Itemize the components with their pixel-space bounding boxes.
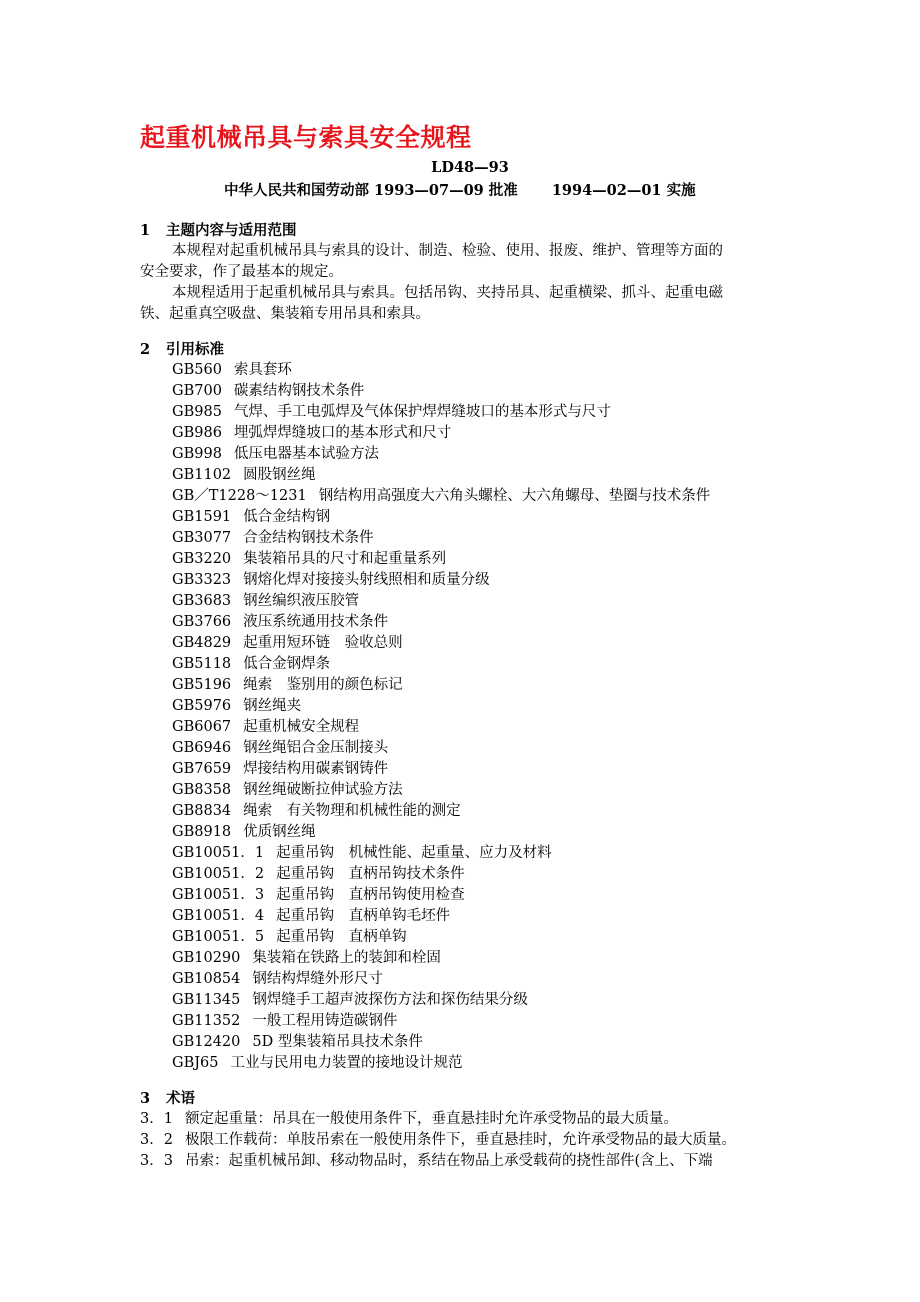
reference-item	[140, 1011, 800, 1032]
document-number	[0, 159, 920, 176]
reference-item	[140, 948, 800, 969]
section-heading	[140, 1088, 800, 1109]
reference-item	[140, 381, 800, 402]
reference-code: GB10051．1	[172, 845, 265, 861]
section-heading	[140, 220, 800, 241]
reference-item	[140, 486, 800, 507]
paragraph-line: 铁、起重真空吸盘、集装箱专用吊具和索具。	[140, 306, 430, 322]
reference-code: GB10051．5	[172, 929, 265, 945]
reference-title: 碳素结构钢技术条件	[233, 383, 365, 399]
reference-item	[140, 969, 800, 990]
term-definition: 吊索：起重机械吊卸、移动物品时，系结在物品上承受载荷的挠性部件(含上、下端	[184, 1153, 713, 1169]
reference-title: 起重吊钩 直柄吊钩使用检查	[276, 887, 465, 903]
reference-code: GB11345	[172, 992, 241, 1008]
term-item	[140, 1109, 800, 1130]
document-number-text: LD48—93	[431, 159, 509, 176]
reference-item	[140, 843, 800, 864]
document-title: 起重机械吊具与索具安全规程	[140, 123, 472, 152]
reference-title: 合金结构钢技术条件	[243, 530, 374, 546]
reference-title: 集装箱吊具的尺寸和起重量系列	[243, 551, 447, 567]
reference-code: GB10051．3	[172, 887, 265, 903]
term-definition: 极限工作载荷：单肢吊索在一般使用条件下，垂直悬挂时，允许承受物品的最大质量。	[184, 1132, 736, 1148]
reference-code: GB8918	[172, 824, 232, 840]
reference-title: 低合金钢焊条	[243, 656, 331, 672]
reference-title: 起重吊钩 直柄单钩	[276, 929, 407, 945]
reference-item	[140, 675, 800, 696]
reference-code: GB10051．4	[172, 908, 265, 924]
reference-code: GB10854	[172, 971, 241, 987]
reference-code: GB985	[172, 404, 222, 420]
reference-item	[140, 612, 800, 633]
approval-date: 中华人民共和国劳动部 1993—07—09 批准	[224, 182, 518, 199]
reference-code: GB3077	[172, 530, 232, 546]
section-number: 3	[140, 1090, 151, 1107]
reference-title: 钢结构焊缝外形尺寸	[252, 971, 383, 987]
reference-code: GB986	[172, 425, 222, 441]
reference-title: 焊接结构用碳素钢铸件	[243, 761, 389, 777]
reference-code: GB6067	[172, 719, 232, 735]
reference-code: GB12420	[172, 1034, 241, 1050]
reference-title: 工业与民用电力装置的接地设计规范	[230, 1055, 463, 1071]
term-number: 3．1	[140, 1111, 173, 1127]
section-title: 引用标准	[166, 341, 224, 358]
term-list	[140, 1109, 800, 1172]
reference-title: 钢丝绳破断拉伸试验方法	[243, 782, 403, 798]
reference-item	[140, 906, 800, 927]
reference-code: GB5196	[172, 677, 232, 693]
reference-code: GB4829	[172, 635, 232, 651]
reference-item	[140, 1053, 800, 1074]
reference-code: GB3323	[172, 572, 232, 588]
reference-title: 索具套环	[233, 362, 292, 378]
reference-title: 钢丝绳夹	[243, 698, 302, 714]
reference-title: 低合金结构钢	[243, 509, 331, 525]
reference-title: 起重机械安全规程	[243, 719, 360, 735]
reference-list	[140, 360, 800, 1074]
term-item	[140, 1151, 800, 1172]
reference-code: GB3683	[172, 593, 232, 609]
reference-item	[140, 822, 800, 843]
reference-item	[140, 927, 800, 948]
paragraph-line: 本规程对起重机械吊具与索具的设计、制造、检验、使用、报废、维护、管理等方面的	[172, 243, 723, 259]
reference-item	[140, 780, 800, 801]
term-number: 3．3	[140, 1153, 173, 1169]
reference-code: GB560	[172, 362, 222, 378]
reference-code: GB1102	[172, 467, 232, 483]
reference-item	[140, 465, 800, 486]
reference-item	[140, 654, 800, 675]
term-item	[140, 1130, 800, 1151]
reference-code: GB3220	[172, 551, 232, 567]
reference-code: GB／T1228～1231	[172, 488, 307, 504]
term-number: 3．2	[140, 1132, 173, 1148]
reference-item	[140, 759, 800, 780]
reference-title: 绳索 鉴别用的颜色标记	[243, 677, 403, 693]
reference-item	[140, 696, 800, 717]
effective-date: 1994—02—01 实施	[551, 182, 696, 199]
reference-item	[140, 633, 800, 654]
reference-title: 起重吊钩 机械性能、起重量、应力及材料	[276, 845, 552, 861]
reference-code: GB7659	[172, 761, 232, 777]
reference-item	[140, 528, 800, 549]
reference-title: 钢结构用高强度大六角头螺栓、大六角螺母、垫圈与技术条件	[318, 488, 711, 504]
reference-title: 钢丝绳铝合金压制接头	[243, 740, 389, 756]
reference-item	[140, 570, 800, 591]
reference-item	[140, 402, 800, 423]
reference-title: 钢丝编织液压胶管	[243, 593, 360, 609]
reference-code: GB5118	[172, 656, 232, 672]
document-body	[140, 220, 800, 1172]
reference-item	[140, 549, 800, 570]
reference-title: 液压系统通用技术条件	[243, 614, 389, 630]
reference-item	[140, 591, 800, 612]
reference-code: GB10290	[172, 950, 241, 966]
reference-item	[140, 738, 800, 759]
reference-code: GB5976	[172, 698, 232, 714]
term-definition: 额定起重量：吊具在一般使用条件下，垂直悬挂时允许承受物品的最大质量。	[184, 1111, 678, 1127]
reference-code: GB3766	[172, 614, 232, 630]
approval-line	[224, 179, 696, 200]
reference-title: 集装箱在铁路上的装卸和栓固	[252, 950, 441, 966]
reference-item	[140, 507, 800, 528]
reference-item	[140, 360, 800, 381]
reference-item	[140, 444, 800, 465]
reference-title: 起重吊钩 直柄单钩毛坯件	[276, 908, 451, 924]
reference-code: GB6946	[172, 740, 232, 756]
section-title: 术语	[166, 1090, 195, 1107]
reference-code: GB11352	[172, 1013, 241, 1029]
reference-title: 起重用短环链 验收总则	[243, 635, 403, 651]
reference-item	[140, 423, 800, 444]
section-number: 2	[140, 341, 151, 358]
section-heading	[140, 339, 800, 360]
reference-item	[140, 864, 800, 885]
reference-code: GB998	[172, 446, 222, 462]
reference-title: 圆股钢丝绳	[243, 467, 316, 483]
section-title: 主题内容与适用范围	[166, 222, 297, 239]
reference-title: 起重吊钩 直柄吊钩技术条件	[276, 866, 465, 882]
reference-title: 低压电器基本试验方法	[233, 446, 379, 462]
reference-item	[140, 885, 800, 906]
reference-title: 一般工程用铸造碳钢件	[252, 1013, 398, 1029]
reference-code: GB700	[172, 383, 222, 399]
reference-code: GB8834	[172, 803, 232, 819]
reference-title: 埋弧焊焊缝坡口的基本形式和尺寸	[233, 425, 452, 441]
paragraph-line: 安全要求，作了最基本的规定。	[140, 264, 343, 280]
section-number: 1	[140, 222, 151, 239]
reference-item	[140, 801, 800, 822]
reference-code: GB1591	[172, 509, 232, 525]
reference-item	[140, 1032, 800, 1053]
reference-title: 绳索 有关物理和机械性能的测定	[243, 803, 461, 819]
reference-code: GB10051．2	[172, 866, 265, 882]
reference-title: 5D 型集装箱吊具技术条件	[252, 1034, 423, 1050]
reference-title: 优质钢丝绳	[243, 824, 316, 840]
paragraph-line: 本规程适用于起重机械吊具与索具。包括吊钩、夹持吊具、起重横梁、抓斗、起重电磁	[172, 285, 723, 301]
reference-code: GB8358	[172, 782, 232, 798]
reference-title: 气焊、手工电弧焊及气体保护焊焊缝坡口的基本形式与尺寸	[233, 404, 611, 420]
reference-title: 钢焊缝手工超声波探伤方法和探伤结果分级	[252, 992, 528, 1008]
reference-item	[140, 717, 800, 738]
reference-code: GBJ65	[172, 1055, 219, 1071]
reference-item	[140, 990, 800, 1011]
reference-title: 钢熔化焊对接接头射线照相和质量分级	[243, 572, 490, 588]
